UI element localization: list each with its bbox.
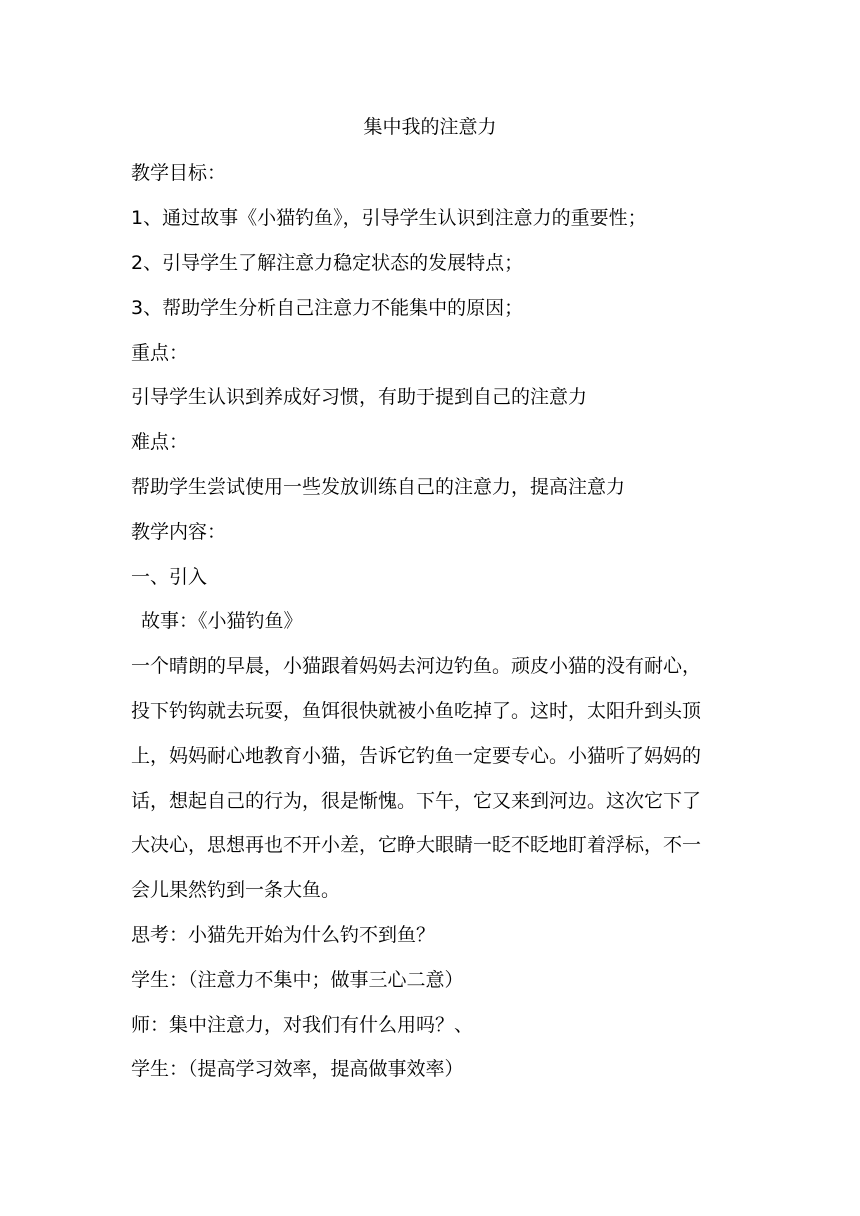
discussion-question: 思考：小猫先开始为什么钓不到鱼？ bbox=[131, 924, 436, 946]
subsection-introduction: 一、引入 bbox=[131, 566, 208, 588]
story-paragraph-line: 投下钓钩就去玩耍，鱼饵很快就被小鱼吃掉了。这时，太阳升到头顶 bbox=[131, 700, 702, 722]
story-paragraph-line: 一个晴朗的早晨，小猫跟着妈妈去河边钓鱼。顽皮小猫的没有耐心， bbox=[131, 655, 702, 677]
section-heading-objectives: 教学目标： bbox=[131, 162, 227, 184]
objective-item-2: 2、引导学生了解注意力稳定状态的发展特点； bbox=[131, 252, 524, 274]
document-title: 集中我的注意力 bbox=[363, 116, 497, 138]
difficulty-text: 帮助学生尝试使用一些发放训练自己的注意力，提高注意力 bbox=[131, 476, 626, 498]
section-heading-content: 教学内容： bbox=[131, 521, 227, 543]
story-paragraph-line: 大决心，思想再也不开小差，它睁大眼睛一眨不眨地盯着浮标，不一 bbox=[131, 834, 702, 856]
student-answer-2: 学生：（提高学习效率，提高做事效率） bbox=[131, 1058, 464, 1080]
story-paragraph-line: 话，想起自己的行为，很是惭愧。下午，它又来到河边。这次它下了 bbox=[131, 790, 702, 812]
student-answer-1: 学生：（注意力不集中；做事三心二意） bbox=[131, 969, 464, 991]
story-title: 故事：《小猫钓鱼》 bbox=[141, 610, 303, 632]
story-paragraph-line: 上，妈妈耐心地教育小猫，告诉它钓鱼一定要专心。小猫听了妈妈的 bbox=[131, 745, 702, 767]
teacher-question: 师：集中注意力，对我们有什么用吗？、 bbox=[131, 1014, 474, 1036]
section-heading-key-points: 重点： bbox=[131, 342, 189, 364]
objective-item-1: 1、通过故事《小猫钓鱼》，引导学生认识到注意力的重要性； bbox=[131, 207, 647, 229]
key-point-text: 引导学生认识到养成好习惯，有助于提到自己的注意力 bbox=[131, 386, 588, 408]
section-heading-difficulties: 难点： bbox=[131, 431, 189, 453]
objective-item-3: 3、帮助学生分析自己注意力不能集中的原因； bbox=[131, 297, 524, 319]
story-paragraph-line: 会儿果然钓到一条大鱼。 bbox=[131, 879, 341, 901]
